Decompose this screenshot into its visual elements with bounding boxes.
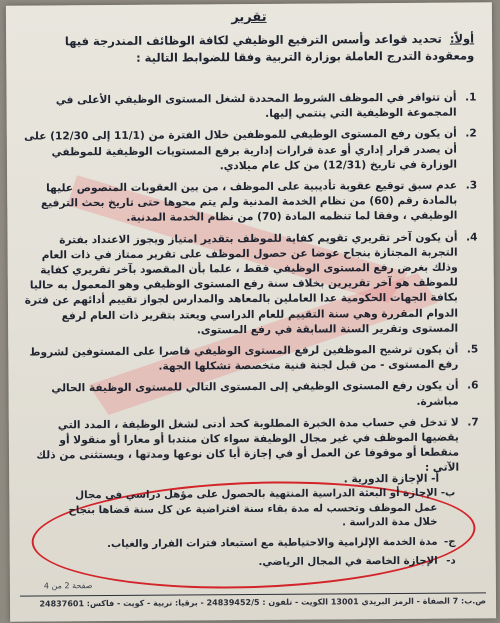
document-heading: تقرير (231, 9, 267, 26)
document-page (6, 2, 496, 621)
list-item (21, 230, 480, 340)
item-text: أن يكون رفع المستوى الوظيفي إلى المستوى التالي للمستوى الوظيفة الحالي مباشرة. (51, 380, 459, 408)
footer-contact: ص.ب: 7 الصفاة - الرمز البريدي 13001 الكويت - تلفون : 24839452/5 - برقيا: تربية - كويت - فاكس: 24837601 (39, 596, 487, 609)
item-text: الإجازة الخاصة في المجال الرياضي. (258, 555, 438, 568)
item-text: أن يكون آخر تقريري تقويم كفاية للموظف بتقدير امتياز ويجوز الاعتداد بفترة التجربة المجتازة بنجاح عوضا عن حصول الموظف على تقرير ممتاز في ذات العام وذلك بغرض رفع المستوى الوظيفي فقط ، علما بأن المقصود بآخر تقريري كفاية للموظف هو آخر تقريرين بخلاف سنة رفع المستوى الوظيفي وهو المعمول به حاليا بكافة الجهات الحكومية عدا العاملين بالمعاهد والمدارس لجواز تقييم أدائهم عن فترة الدوام المقررة وهي سنة التقييم للعام الدراسي ويعتد بتقرير ذات العام لرفع المستوى وتقرير السنة السابقة في رفع المستوى. (24, 231, 459, 337)
conditions-list (20, 90, 481, 485)
item-text: عدم سبق توقيع عقوبة تأديبية على الموظف ، من بين العقوبات المنصوص عليها بالمادة رقم (60) من نظام الخدمة المدنية ولم يتم محوها حتى تاريخ بحث الترفيع الوظيفي ، وفقا لما تنظمه المادة (70) من نظام الخدمة المدنية. (40, 179, 458, 225)
item-number: 6. (467, 379, 479, 392)
list-item (49, 487, 455, 533)
exception-subheading: أ- الإجازة الدورية . (343, 472, 440, 486)
item-number: 4. (466, 231, 478, 244)
list-item (21, 127, 479, 176)
section-title: تحديد قواعد وأسس الترفيع الوظيفي لكافة الوظائف المندرجة فيها ومعقودة التدرج العاملة بوزارة التربية وفقا للضوابط التالية : (64, 31, 475, 65)
section-number: أولاً: (449, 31, 475, 46)
list-item (50, 535, 456, 552)
item-text: لا تدخل في حساب مدة الخبرة المطلوبة كحد أدنى لشغل الوظيفة ، المدد التي يقضيها الموظف في غير مجال الوظيفة سواء كان منتدبا أو معارا أو منقولا أو منقطعا أو موقوفا عن العمل أو في إجازة أيا كان نوعها ومدتها ، ويستثنى من ذلك الآتي : (36, 416, 460, 475)
list-item (50, 555, 456, 572)
exceptions-list (49, 487, 456, 577)
item-number: 5. (466, 343, 479, 356)
item-number: ج- (443, 536, 456, 548)
item-number: 7. (467, 416, 479, 429)
item-text: أن يكون رفع المستوى الوظيفي للموظفين خلال الفترة من (11/1 إلى 12/30) على أن يصدر قرار إداري أو عدة قرارات إدارية برفع المستويات الوظيفية للموظفي الوزارة في تاريخ (12/31) من كل عام ميلادي. (24, 127, 458, 173)
section-heading (28, 30, 474, 67)
list-item (22, 342, 480, 376)
page-number: صفحة 2 من 4 (43, 581, 93, 591)
item-number: د- (446, 555, 456, 567)
list-item (21, 178, 479, 227)
list-item (20, 90, 478, 124)
item-number: 2. (465, 127, 477, 140)
item-text: مدة الخدمة الإلزامية والاحتياطية مع استبعاد فترات الفرار والغياب. (107, 536, 438, 550)
list-item (22, 379, 480, 413)
item-text: الإجازة أو البعثة الدراسية المنتهية بالحصول على مؤهل دراسي في مجال عمل الموظف وتحسب له مدة بقاء سنة افتراضية عن كل سنة قضاها بنجاح خلال مدة الدراسة . (68, 487, 438, 529)
item-number: 3. (465, 179, 478, 192)
item-text: أن يكون ترشيح الموظفين لرفع المستوى الوظيفي قاصرا على المستوفين لشروط رفع المستوى - من قبل لجنة فنية متخصصة تشكلها الجهة. (29, 343, 459, 373)
list-item (23, 415, 481, 479)
item-number: 1. (465, 91, 477, 104)
item-text: أن تتوافر في الموظف الشروط المحددة لشغل المستوى الوظيفي الأعلى في المجموعة الوظيفية التي ينتمي إليها. (55, 91, 457, 121)
item-number: ب- (440, 487, 456, 499)
